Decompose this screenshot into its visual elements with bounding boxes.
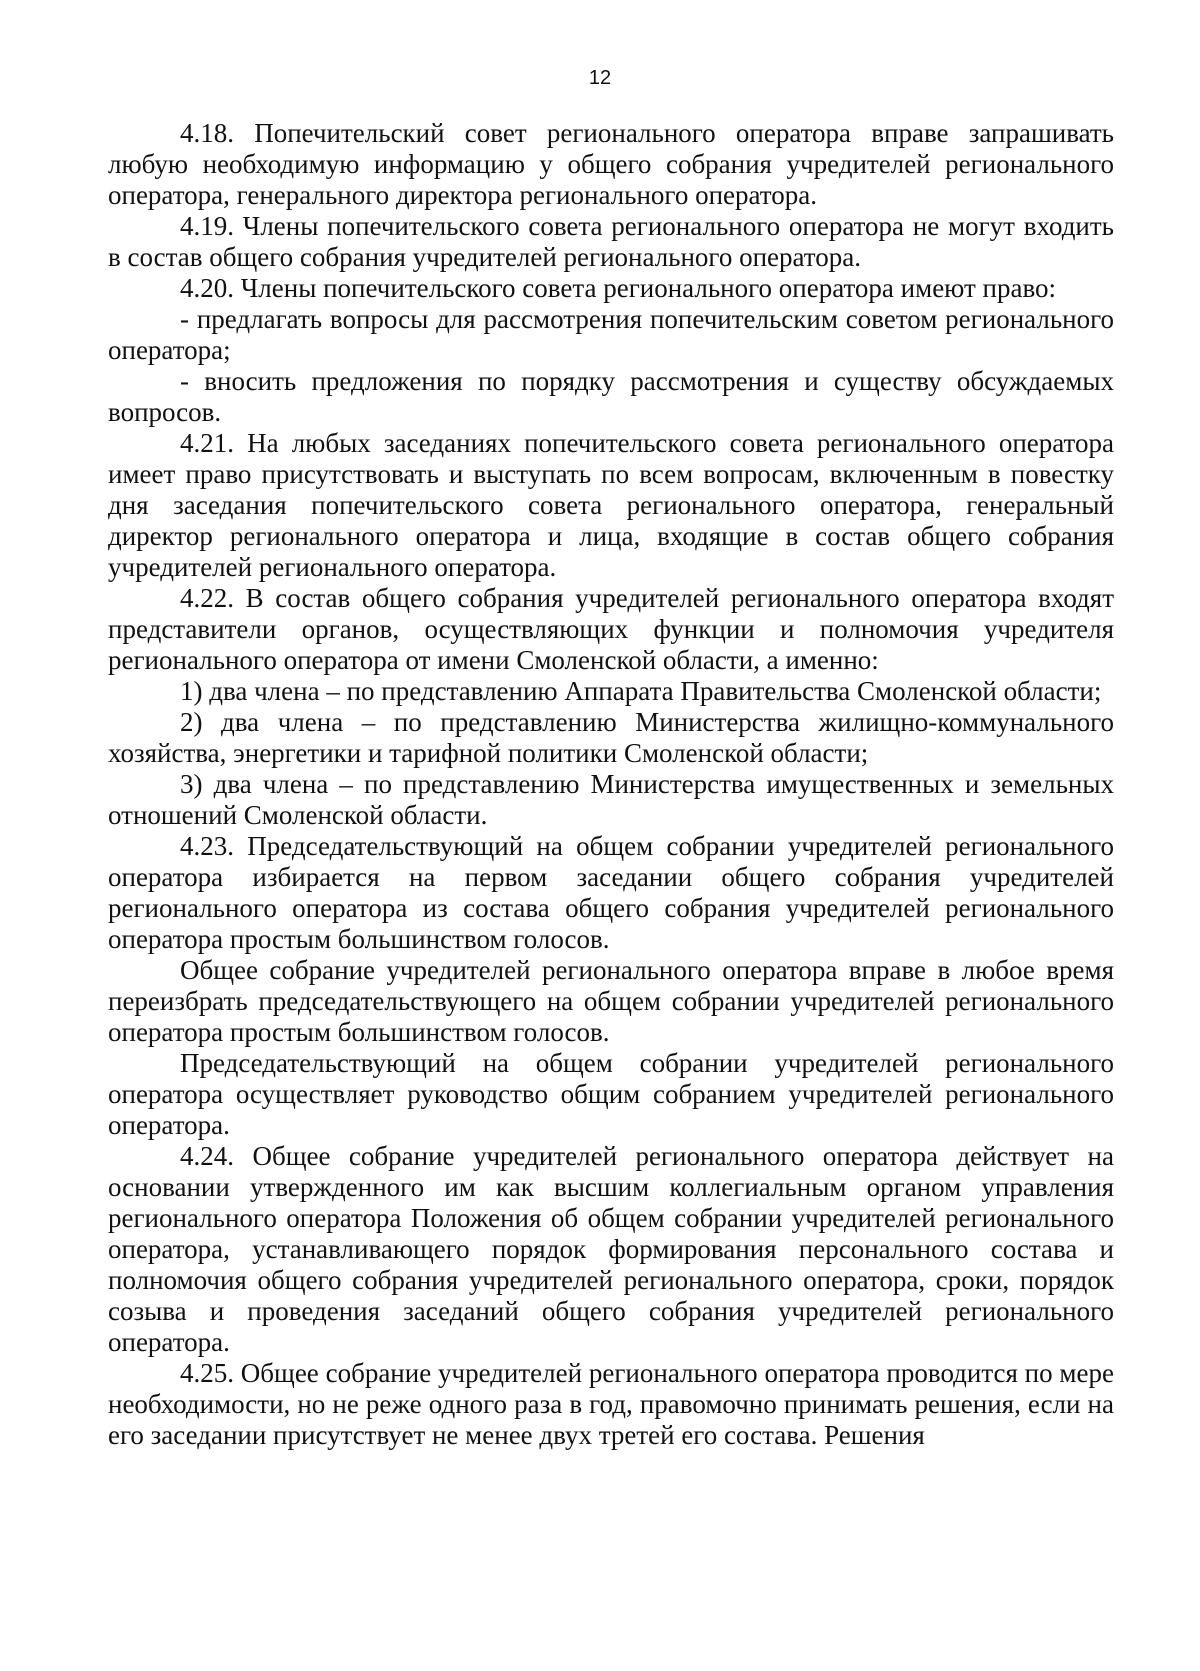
paragraph-4-18: 4.18. Попечительский совет регионального оператора вправе запрашивать любую необходимую информацию у общего собрания учредителей регионального оператора, генерального директора регионального оператора. [108,118,1114,210]
paragraph-4-22: 4.22. В состав общего собрания учредителей регионального оператора входят представители органов, осуществляющих функции и полномочия учредителя регионального оператора от имени Смоленской области, а именно: [108,583,1114,675]
paragraph-chair-duties: Председательствующий на общем собрании учредителей регионального оператора осуществляет руководство общим собранием учредителей регионального оператора. [108,1048,1114,1140]
paragraph-4-20: 4.20. Члены попечительского совета регионального оператора имеют право: [180,273,1057,303]
list-item-2: 2) два члена – по представлению Министерства жилищно-коммунального хозяйства, энергетики и тарифной политики Смоленской области; [108,707,1114,768]
list-item-1: 1) два члена – по представлению Аппарата Правительства Смоленской области; [180,676,1102,706]
paragraph-4-24: 4.24. Общее собрание учредителей регионального оператора действует на основании утвержденного им как высшим коллегиальным органом управления регионального оператора Положения об общем собрании учредителей регионального оператора, устанавливающего порядок формирования персонального состава и полномочия общего собрания учредителей регионального оператора, сроки, порядок созыва и проведения заседаний общего собрания учредителей регионального оператора. [108,1141,1114,1357]
paragraph-4-21: 4.21. На любых заседаниях попечительского совета регионального оператора имеет право присутствовать и выступать по всем вопросам, включенным в повестку дня заседания попечительского совета регионального оператора, генеральный директор регионального оператора и лица, входящие в состав общего собрания учредителей регионального оператора. [108,428,1114,582]
list-item-3: 3) два члена – по представлению Министерства имущественных и земельных отношений Смоленской области. [108,769,1114,830]
list-item-propose-questions: - предлагать вопросы для рассмотрения попечительским советом регионального оператора; [108,304,1114,365]
document-body [108,118,1114,1451]
paragraph-4-25: 4.25. Общее собрание учредителей регионального оператора проводится по мере необходимости, но не реже одного раза в год, правомочно принимать решения, если на его заседании присутствует не менее двух третей его состава. Решения [108,1358,1114,1450]
paragraph-re-election: Общее собрание учредителей регионального оператора вправе в любое время переизбрать председательствующего на общем собрании учредителей регионального оператора простым большинством голосов. [108,955,1114,1047]
paragraph-4-19: 4.19. Члены попечительского совета регионального оператора не могут входить в состав общего собрания учредителей регионального оператора. [108,211,1114,272]
page-number: 12 [588,67,612,89]
paragraph-4-23: 4.23. Председательствующий на общем собрании учредителей регионального оператора избирается на первом заседании общего собрания учредителей регионального оператора из состава общего собрания учредителей регионального оператора простым большинством голосов. [108,831,1114,954]
list-item-submit-proposals: - вносить предложения по порядку рассмотрения и существу обсуждаемых вопросов. [108,366,1114,427]
